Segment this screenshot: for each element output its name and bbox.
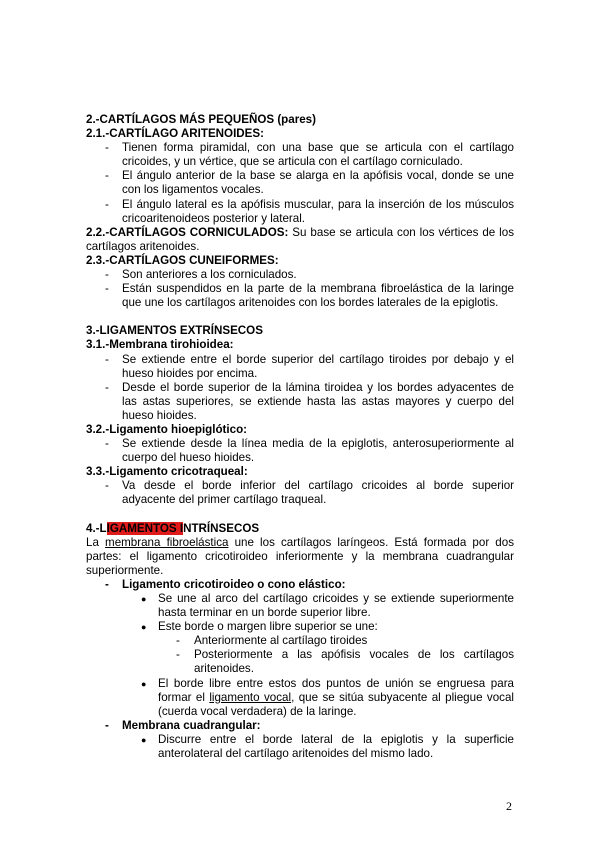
- list-item: - Están suspendidos en la parte de la membrana fibroelástica de la laringe que une los cartílagos aritenoides con los bordes laterales de la epiglotis.: [86, 282, 514, 310]
- list-item: - El ángulo anterior de la base se alarga en la apófisis vocal, donde se une con los ligamentos vocales.: [86, 169, 514, 197]
- list-item: - Va desde el borde inferior del cartílago cricoides al borde superior adyacente del primer cartílago traqueal.: [86, 479, 514, 507]
- membrana-cuadrangular-bullets: [86, 733, 514, 761]
- section-3-1-title: 3.1.-Membrana tirohioidea:: [86, 338, 234, 352]
- bullet-text-rest: , que se sitúa subyacente al pliegue vocal (cuerda vocal verdadera) de la laringe.: [158, 690, 514, 718]
- sub-item: - Posteriormente a las apófisis vocales de los cartílagos aritenoides.: [86, 648, 514, 676]
- intro-text-rest: une los cartílagos laríngeos. Está formada por dos partes: el ligamento cricotiroideo inferiormente y la membrana cuadrangular superiormente.: [86, 535, 514, 577]
- cono-elastico-title: - Ligamento cricotiroideo o cono elástico:: [86, 578, 514, 592]
- section-3-3-list: [86, 479, 514, 507]
- cono-elastico-bullets-2: [86, 677, 514, 719]
- document-body: [86, 113, 514, 761]
- section-2-1-list: [86, 141, 514, 226]
- list-item: - Se extiende entre el borde superior del cartílago tiroides por debajo y el hueso hioides por encima.: [86, 353, 514, 381]
- ligamento-vocal-link: ligamento vocal: [209, 690, 292, 704]
- bullet-item: ● Se une al arco del cartílago cricoides y se extiende superiormente hasta terminar en un borde superior libre.: [86, 592, 514, 620]
- section-4-list: [86, 578, 514, 592]
- section-4-title-suffix: NTRÍNSECOS: [183, 521, 260, 535]
- bullet-item: ● Este borde o margen libre superior se une:: [86, 620, 514, 634]
- section-2-2-title: 2.2.-CARTÍLAGOS CORNICULADOS:: [86, 225, 289, 239]
- section-2-1-title: 2.1.-CARTÍLAGO ARITENOIDES:: [86, 127, 264, 141]
- list-item: - Son anteriores a los corniculados.: [86, 268, 514, 282]
- bullet-text: El borde libre entre estos dos puntos de unión se engruesa para formar el: [158, 676, 514, 704]
- section-3-1-list: [86, 353, 514, 423]
- section-4-list-2: [86, 719, 514, 733]
- section-3-3-title: 3.3.-Ligamento cricotraqueal:: [86, 465, 248, 479]
- membrana-fibroelastica-link: membrana fibroelástica: [105, 535, 229, 549]
- cono-elastico-bullets: [86, 592, 514, 634]
- cono-elastico-sublist: [86, 634, 514, 676]
- list-item: - Se extiende desde la línea media de la epiglotis, anterosuperiormente al cuerpo del hueso hioides.: [86, 437, 514, 465]
- section-2-3-list: [86, 268, 514, 310]
- section-2-2-text: Su base se articula con los vértices de los cartílagos aritenoides.: [86, 225, 515, 253]
- sub-item: - Anteriormente al cartílago tiroides: [86, 634, 514, 648]
- section-4-intro: [86, 536, 514, 578]
- section-2-title: 2.-CARTÍLAGOS MÁS PEQUEÑOS (pares): [86, 113, 316, 126]
- section-2-2: [86, 226, 514, 254]
- membrana-cuadrangular-title: - Membrana cuadrangular:: [86, 719, 514, 733]
- bullet-item: [86, 677, 514, 719]
- bullet-item: ● Discurre entre el borde lateral de la epiglotis y la superficie anterolateral del cartílago aritenoides del mismo lado.: [86, 733, 514, 761]
- page-number: 2: [506, 799, 512, 813]
- section-4-title-prefix: 4.-L: [86, 521, 107, 535]
- intro-text: La: [86, 535, 106, 549]
- section-3-2-list: [86, 437, 514, 465]
- section-4-title-highlight: IGAMENTOS I: [106, 521, 184, 535]
- list-item: - Desde el borde superior de la lámina tiroidea y los bordes adyacentes de las astas superiores, se extiende hasta las astas mayores y cuerpo del hueso hioides.: [86, 381, 514, 423]
- section-4-title: [86, 522, 514, 536]
- list-item: - El ángulo lateral es la apófisis muscular, para la inserción de los músculos cricoaritenoideos posterior y lateral.: [86, 198, 514, 226]
- section-3-2-title: 3.2.-Ligamento hioepiglótico:: [86, 422, 248, 436]
- section-2-3-title: 2.3.-CARTÍLAGOS CUNEIFORMES:: [86, 253, 279, 267]
- list-item: - Tienen forma piramidal, con una base que se articula con el cartílago cricoides, y un vértice, que se articula con el cartílago corniculado.: [86, 141, 514, 169]
- section-3-title: 3.-LIGAMENTOS EXTRÍNSECOS: [86, 324, 263, 338]
